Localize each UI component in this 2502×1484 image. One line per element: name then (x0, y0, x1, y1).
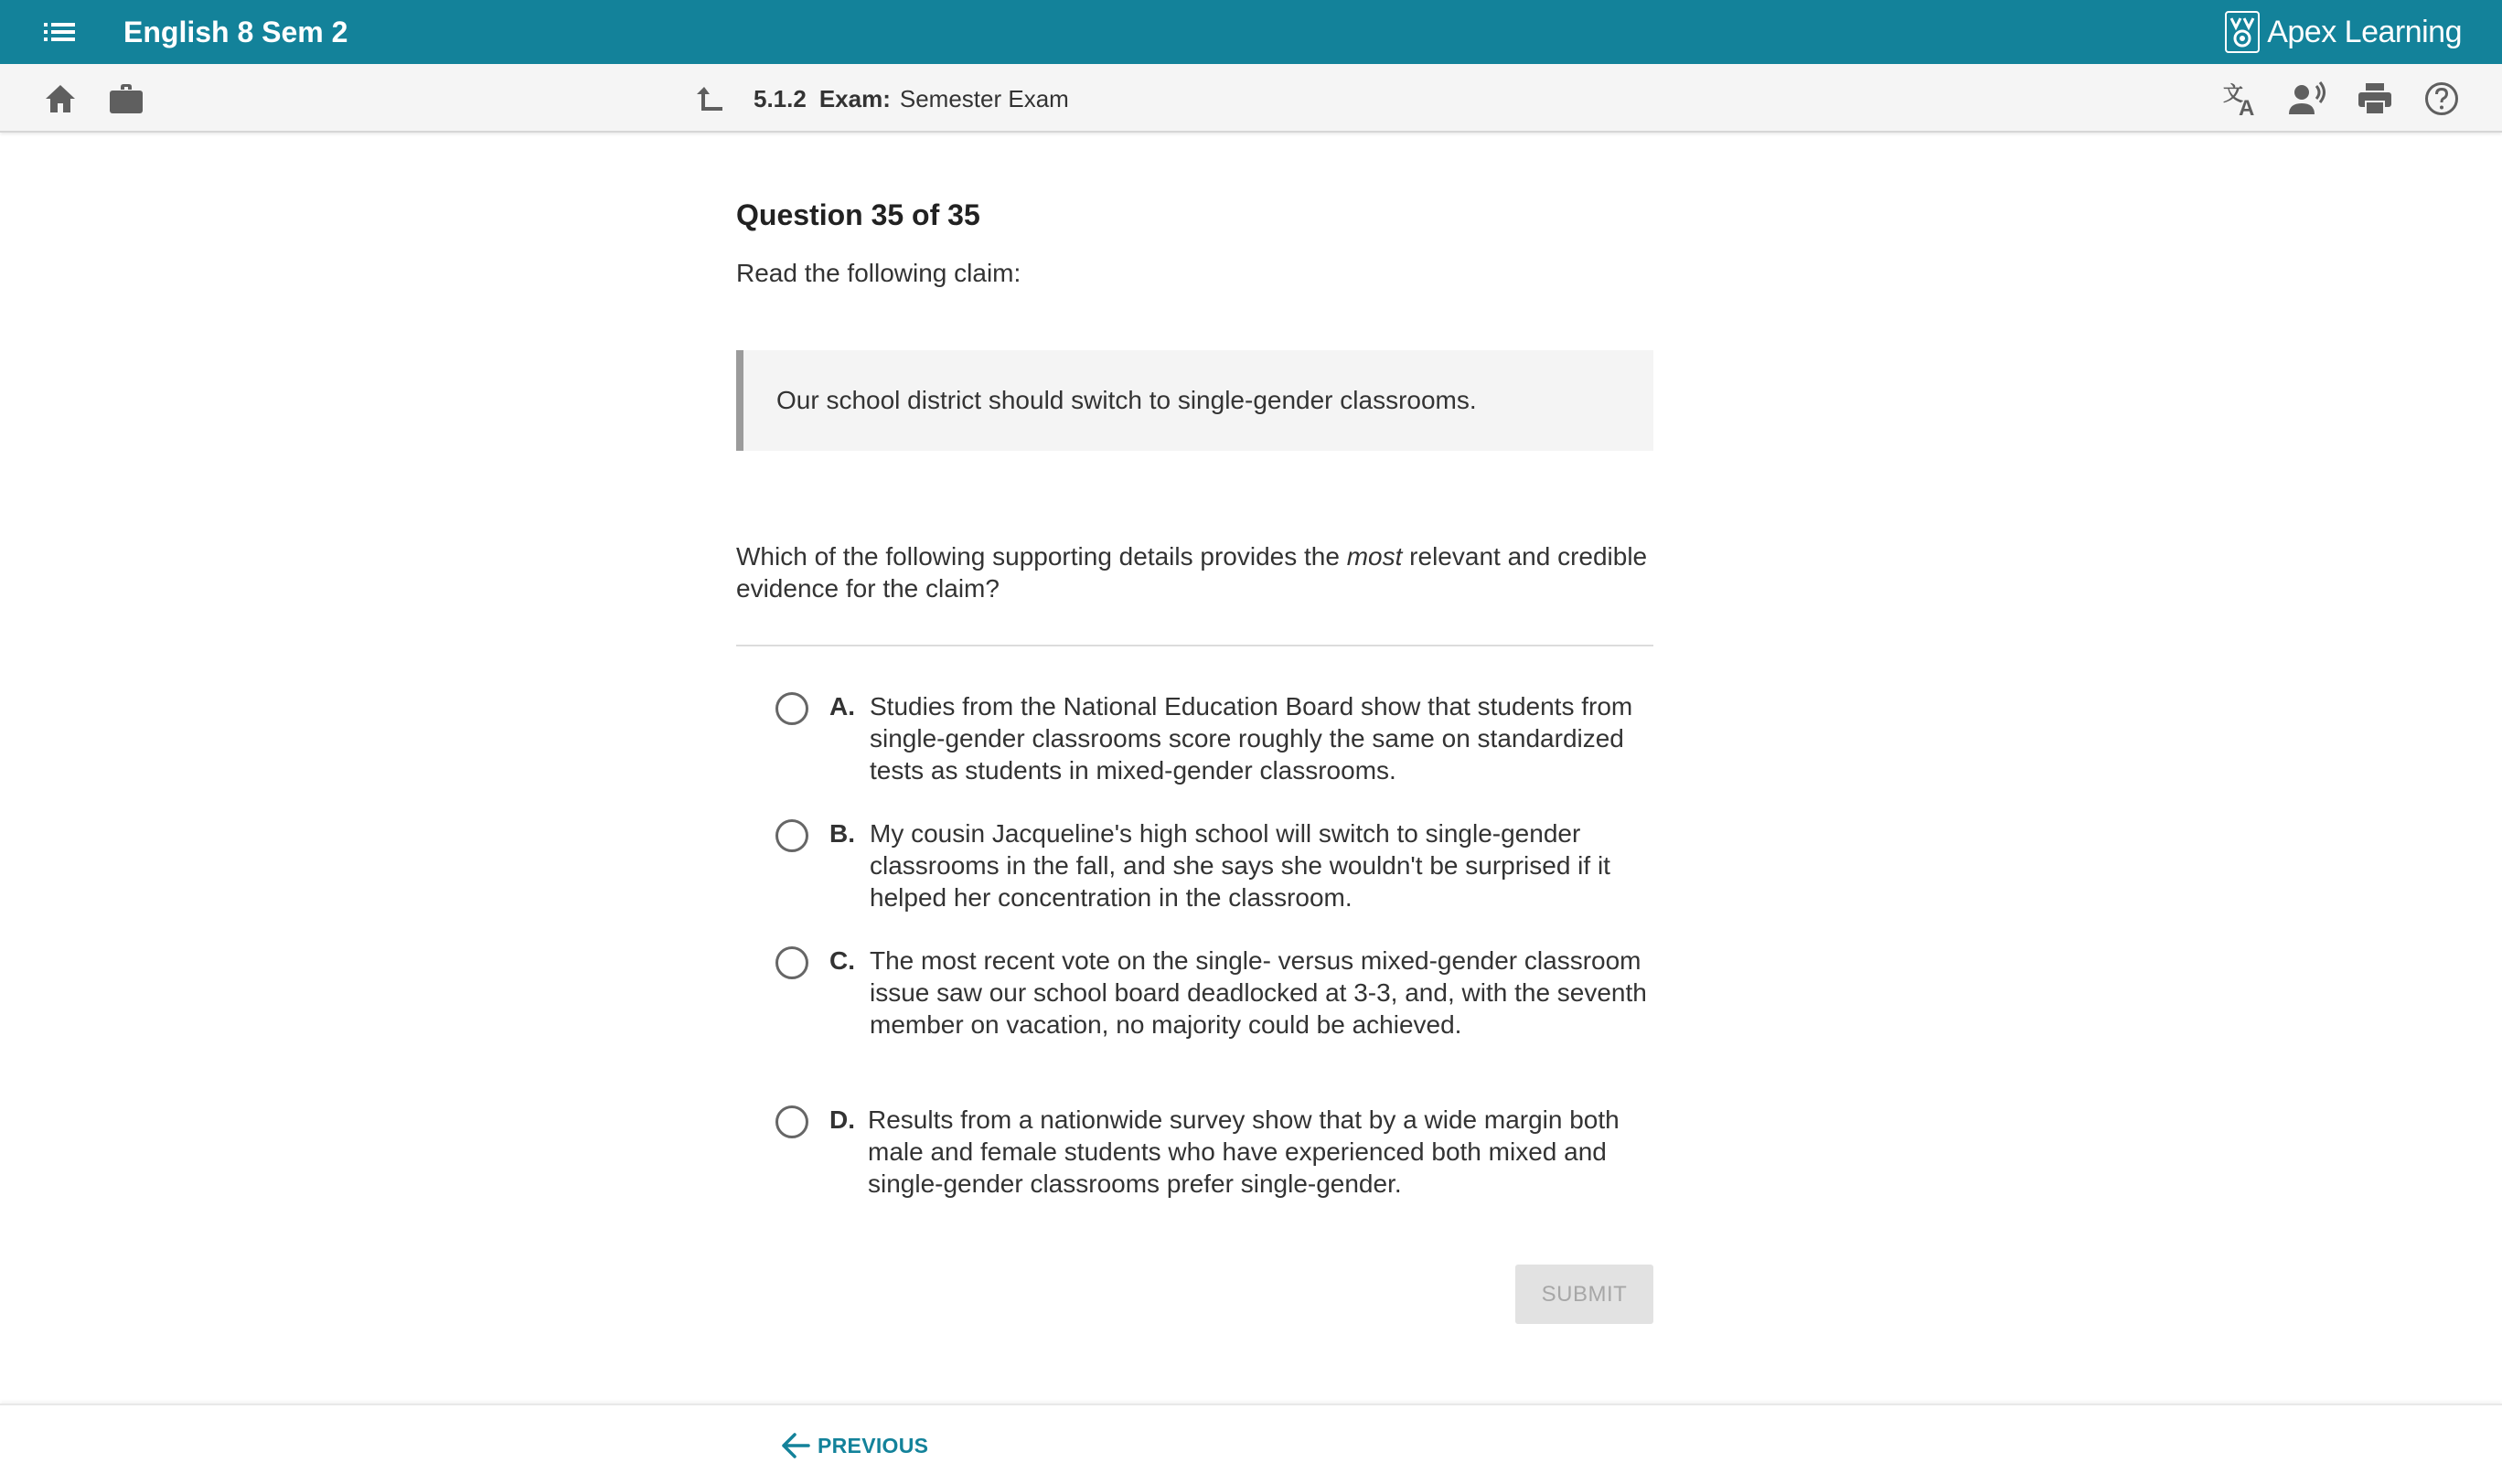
home-icon (44, 83, 77, 114)
radio-button[interactable] (775, 692, 808, 725)
svg-text:A: A (2239, 96, 2255, 117)
option-letter: D. (829, 1105, 855, 1134)
claim-text: Our school district should switch to single-gender classrooms. (776, 386, 1477, 414)
question-stem-before: Which of the following supporting details provides the (736, 542, 1347, 571)
option-letter: C. (829, 946, 855, 975)
breadcrumb (693, 80, 1069, 117)
activity-title: Semester Exam (899, 84, 1069, 112)
arrow-left-icon (781, 1432, 810, 1459)
arrow-up-left-icon (693, 85, 724, 112)
translate-button[interactable] (2222, 80, 2261, 118)
option-text: My cousin Jacqueline's high school will switch to single-gender classrooms in the fall, and she says she wouldn't be surprised if it helped her concentration in the classroom. (870, 819, 1610, 912)
answer-option-b[interactable] (775, 817, 1653, 913)
option-text: Results from a nationwide survey show that by a wide margin both male and female students who have experienced both mixed and single-gender classrooms prefer single-gender. (868, 1105, 1620, 1198)
home-button[interactable] (41, 80, 80, 118)
print-icon (2358, 82, 2392, 115)
briefcase-button[interactable] (107, 80, 145, 118)
option-letter: A. (829, 692, 855, 721)
text-to-speech-icon (2289, 81, 2327, 116)
activity-toolbar (0, 64, 2502, 133)
question-prompt: Read the following claim: (736, 259, 1021, 287)
radio-button[interactable] (775, 946, 808, 979)
help-button[interactable] (2422, 80, 2461, 118)
briefcase-icon (109, 83, 144, 114)
submit-button[interactable]: SUBMIT (1515, 1265, 1653, 1324)
question-counter: Question 35 of 35 (736, 198, 980, 231)
activity-number: 5.1.2 (754, 84, 807, 112)
text-to-speech-button[interactable] (2289, 80, 2327, 118)
question-stem-emphasis: most (1346, 542, 1403, 571)
answer-option-a[interactable] (775, 690, 1653, 786)
svg-text:文: 文 (2223, 82, 2244, 105)
print-button[interactable] (2356, 80, 2394, 118)
previous-button[interactable] (781, 1427, 928, 1464)
help-icon (2424, 81, 2459, 116)
option-letter: B. (829, 819, 855, 848)
previous-label: PREVIOUS (818, 1433, 929, 1457)
footer-nav (0, 1404, 2502, 1484)
activity-type: Exam: (818, 84, 891, 112)
question-stem (736, 540, 1653, 604)
answer-option-d[interactable] (775, 1104, 1653, 1200)
brand-name: Apex Learning (2267, 15, 2462, 49)
list-menu-icon (44, 21, 75, 43)
brand-logo (2225, 10, 2462, 54)
option-text: The most recent vote on the single- versus mixed-gender classroom issue saw our school board deadlocked at 3-3, and, with the seventh member on vacation, no majority could be achieved. (870, 946, 1647, 1039)
radio-button[interactable] (775, 819, 808, 852)
divider (736, 645, 1653, 646)
apex-logo-icon (2225, 11, 2260, 53)
answer-option-c[interactable] (775, 945, 1653, 1041)
up-level-button[interactable] (693, 85, 724, 112)
question-stem-after: relevant and credible evidence for the claim? (736, 542, 1648, 603)
radio-button[interactable] (775, 1105, 808, 1138)
course-title: English 8 Sem 2 (123, 16, 348, 48)
option-text: Studies from the National Education Board show that students from single-gender classrooms score roughly the same on standardized tests as students in mixed-gender classrooms. (870, 692, 1633, 785)
translate-icon (2222, 80, 2261, 117)
claim-quote (736, 350, 1653, 451)
menu-button[interactable] (40, 16, 79, 48)
app-header (0, 0, 2502, 64)
